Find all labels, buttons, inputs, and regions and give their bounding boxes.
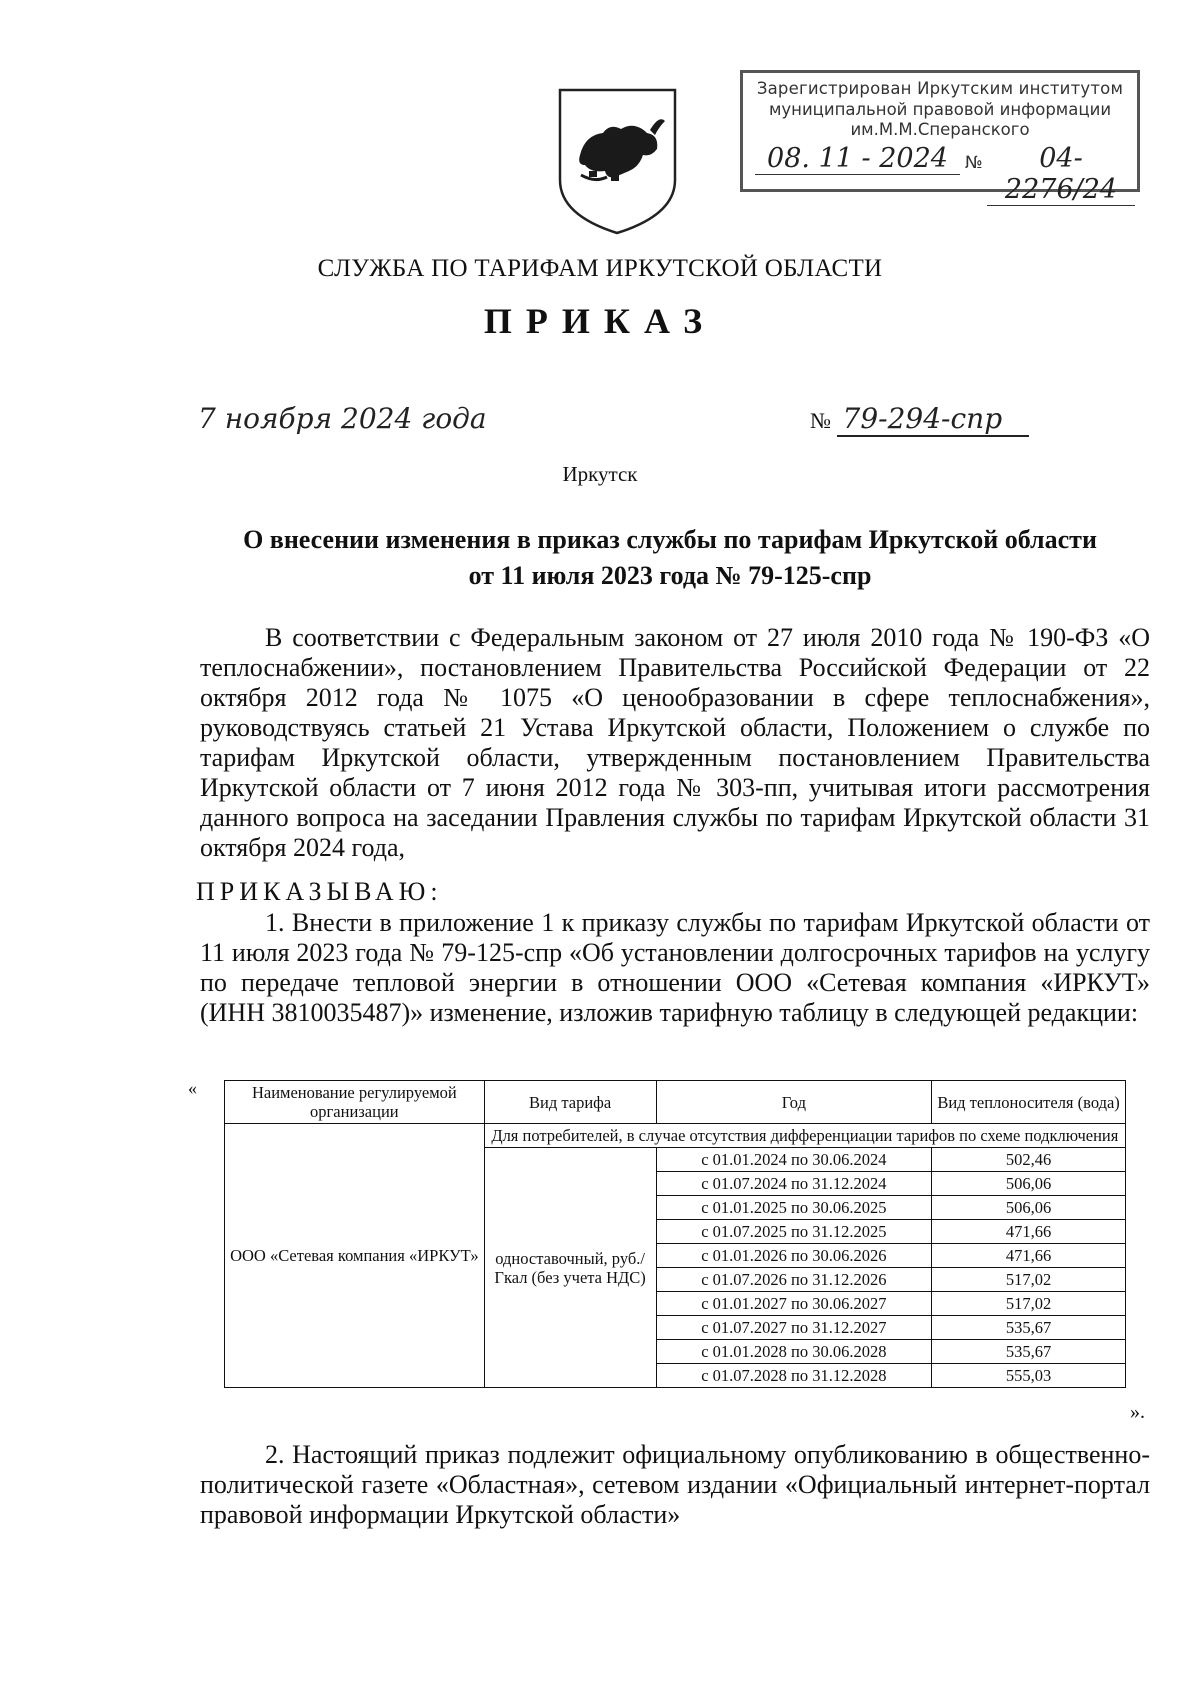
value-cell: 471,66 xyxy=(932,1244,1126,1268)
period-cell: с 01.07.2024 по 31.12.2024 xyxy=(656,1172,932,1196)
period-cell: с 01.01.2026 по 30.06.2026 xyxy=(656,1244,932,1268)
subject-line-1: О внесении изменения в приказ службы по тарифам Иркутской области xyxy=(243,525,1097,554)
document-date: 7 ноября 2024 года xyxy=(198,402,487,435)
stamp-line-1: Зарегистрирован Иркутским институтом xyxy=(756,79,1124,98)
table-row xyxy=(225,1124,1126,1148)
value-cell: 535,67 xyxy=(932,1340,1126,1364)
header-year: Год xyxy=(656,1081,932,1124)
document-subject xyxy=(190,522,1150,594)
coat-of-arms-icon xyxy=(555,85,680,235)
value-cell: 517,02 xyxy=(932,1268,1126,1292)
header-carrier: Вид теплоносителя (вода) xyxy=(932,1081,1126,1124)
item-1-paragraph: 1. Внести в приложение 1 к приказу службы по тарифам Иркутской области от 11 июля 2023 года № 79-125-спр «Об установлении долгосрочных тарифов на услугу по передаче тепловой энергии в отношении ООО «Сетевая компания «ИРКУТ» (ИНН 3810035487)» изменение, изложив тарифную таблицу в следующей редакции: xyxy=(200,908,1150,1027)
value-cell: 506,06 xyxy=(932,1196,1126,1220)
value-cell: 471,66 xyxy=(932,1220,1126,1244)
stamp-line-3: им.М.М.Сперанского xyxy=(850,120,1030,139)
document-title: ПРИКАЗ xyxy=(483,301,717,341)
orders-word: ПРИКАЗЫВАЮ: xyxy=(196,877,443,906)
document-number-line xyxy=(810,402,1029,437)
registration-stamp xyxy=(740,70,1140,205)
document-number: 79-294-спр xyxy=(837,402,1029,437)
header-org: Наименование регулируемой организации xyxy=(225,1081,485,1124)
stamp-registration-row xyxy=(755,143,1133,205)
value-cell: 506,06 xyxy=(932,1172,1126,1196)
value-cell: 555,03 xyxy=(932,1364,1126,1388)
quote-open: « xyxy=(188,1078,197,1098)
org-name-cell: ООО «Сетевая компания «ИРКУТ» xyxy=(225,1124,485,1388)
quote-close: ». xyxy=(1130,1401,1145,1423)
stamp-reg-no-label: № xyxy=(965,153,983,173)
item-2-paragraph: 2. Настоящий приказ подлежит официальному опубликованию в общественно-политической газете «Областная», сетевом издании «Официальный интернет-портал правовой информации Иркутской области» xyxy=(200,1440,1150,1529)
document-number-label: № xyxy=(810,408,831,433)
period-cell: с 01.07.2025 по 31.12.2025 xyxy=(656,1220,932,1244)
period-cell: с 01.07.2026 по 31.12.2026 xyxy=(656,1268,932,1292)
subject-line-2: от 11 июля 2023 года № 79-125-спр xyxy=(468,561,872,590)
period-cell: с 01.07.2027 по 31.12.2027 xyxy=(656,1316,932,1340)
period-cell: с 01.01.2024 по 30.06.2024 xyxy=(656,1148,932,1172)
period-cell: с 01.01.2025 по 30.06.2025 xyxy=(656,1196,932,1220)
stamp-line-2: муниципальной правовой информации xyxy=(768,100,1112,119)
value-cell: 502,46 xyxy=(932,1148,1126,1172)
tariff-type-cell: одноставочный, руб./Гкал (без учета НДС) xyxy=(484,1148,656,1388)
period-cell: с 01.01.2027 по 30.06.2027 xyxy=(656,1292,932,1316)
header-tariff-type: Вид тарифа xyxy=(484,1081,656,1124)
stamp-reg-date: 08. 11 - 2024 xyxy=(755,143,960,175)
value-cell: 535,67 xyxy=(932,1316,1126,1340)
city: Иркутск xyxy=(562,462,638,486)
preamble-paragraph: В соответствии с Федеральным законом от 27 июля 2010 года № 190-ФЗ «О теплоснабжении», постановлением Правительства Российской Федерации от 22 октября 2012 года № 1075 «О ценообразовании в сфере теплоснабжения», руководствуясь статьей 21 Устава Иркутской области, Положением о службе по тарифам Иркутской области, утвержденным постановлением Правительства Иркутской области от 7 июня 2012 года № 303-пп, учитывая итоги рассмотрения данного вопроса на заседании Правления службы по тарифам Иркутской области 31 октября 2024 года, xyxy=(200,623,1150,862)
group-label-cell: Для потребителей, в случае отсутствия дифференциации тарифов по схеме подключения xyxy=(484,1124,1125,1148)
agency-name: СЛУЖБА ПО ТАРИФАМ ИРКУТСКОЙ ОБЛАСТИ xyxy=(317,255,883,282)
stamp-reg-number: 04-2276/24 xyxy=(987,143,1135,206)
period-cell: с 01.01.2028 по 30.06.2028 xyxy=(656,1340,932,1364)
table-header-row xyxy=(225,1081,1126,1124)
value-cell: 517,02 xyxy=(932,1292,1126,1316)
tariff-table xyxy=(224,1080,1126,1388)
period-cell: с 01.07.2028 по 31.12.2028 xyxy=(656,1364,932,1388)
